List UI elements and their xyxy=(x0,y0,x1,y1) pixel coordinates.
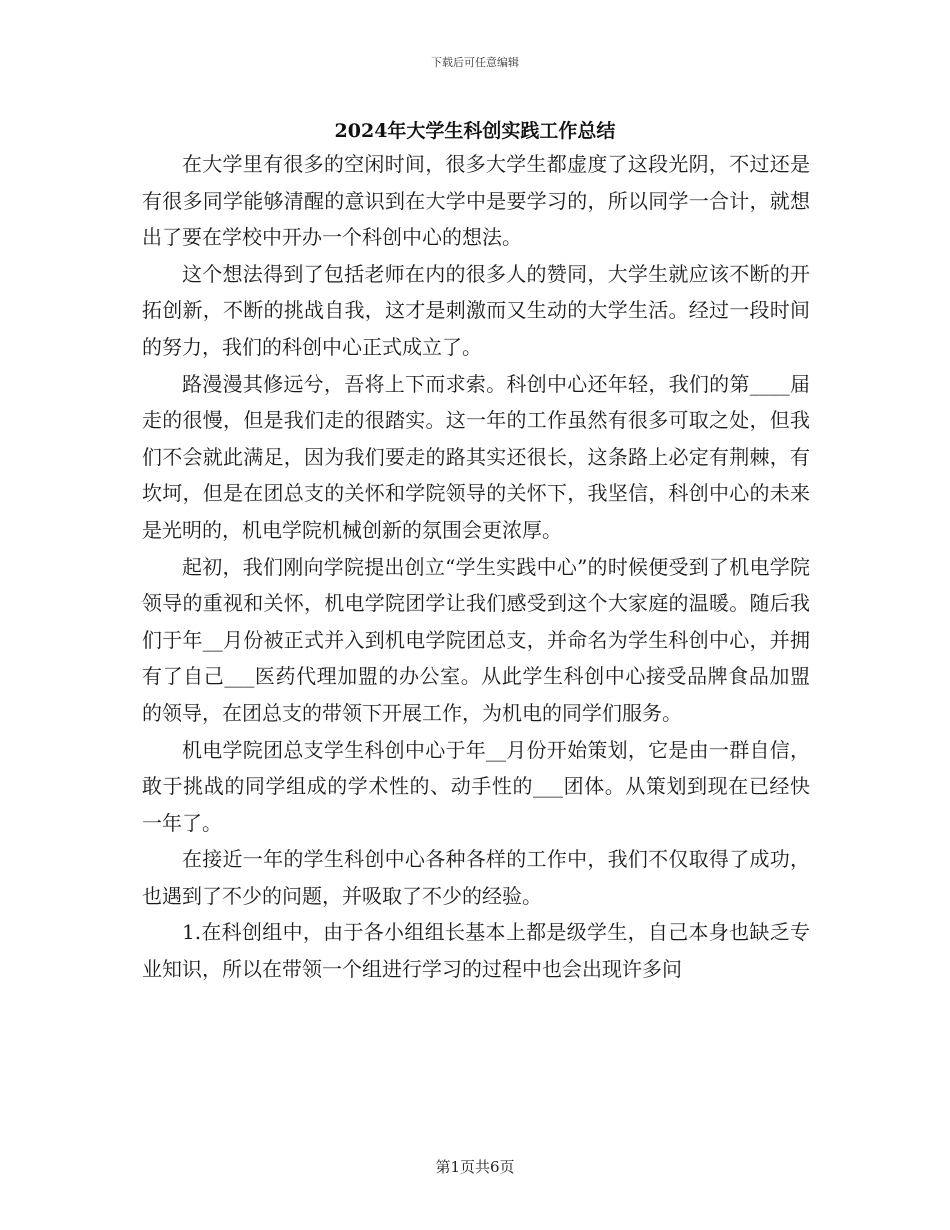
paragraph: 在接近一年的学生科创中心各种各样的工作中，我们不仅取得了成功，也遇到了不少的问题，并吸取了不少的经验。 xyxy=(142,847,810,908)
document-title: 2024年大学生科创实践工作总结 xyxy=(334,120,616,142)
paragraph: 起初，我们刚向学院提出创立“学生实践中心”的时候便受到了机电学院领导的重视和关怀，机电学院团学让我们感受到这个大家庭的温暖。随后我们于年__月份被正式并入到机电学院团总支，并命名为学生科创中心，并拥有了自己___医药代理加盟的办公室。从此学生科创中心接受品牌食品加盟的领导，在团总支的带领下开展工作，为机电的同学们服务。 xyxy=(142,554,810,725)
paragraph: 路漫漫其修远兮，吾将上下而求索。科创中心还年轻，我们的第____届走的很慢，但是我们走的很踏实。这一年的工作虽然有很多可取之处，但我们不会就此满足，因为我们要走的路其实还很长，这条路上必定有荆棘，有坎坷，但是在团总支的关怀和学院领导的关怀下，我坚信，科创中心的未来是光明的，机电学院机械创新的氛围会更浓厚。 xyxy=(142,371,810,542)
paragraph: 这个想法得到了包括老师在内的很多人的赞同，大学生就应该不断的开拓创新，不断的挑战自我，这才是刺激而又生动的大学生活。经过一段时间的努力，我们的科创中心正式成立了。 xyxy=(142,261,810,359)
paragraph: 1.在科创组中，由于各小组组长基本上都是级学生，自己本身也缺乏专业知识，所以在带领一个组进行学习的过程中也会出现许多问 xyxy=(142,920,810,982)
paragraph: 机电学院团总支学生科创中心于年__月份开始策划，它是由一群自信，敢于挑战的同学组成的学术性的、动手性的___团体。从策划到现在已经快一年了。 xyxy=(142,737,810,835)
page-header-note: 下载后可任意编辑 xyxy=(431,56,519,69)
page-number: 第1页共6页 xyxy=(435,1158,515,1176)
paragraph: 在大学里有很多的空闲时间，很多大学生都虚度了这段光阴，不过还是有很多同学能够清醒的意识到在大学中是要学习的，所以同学一合计，就想出了要在学校中开办一个科创中心的想法。 xyxy=(142,152,810,250)
document-body xyxy=(142,146,810,988)
